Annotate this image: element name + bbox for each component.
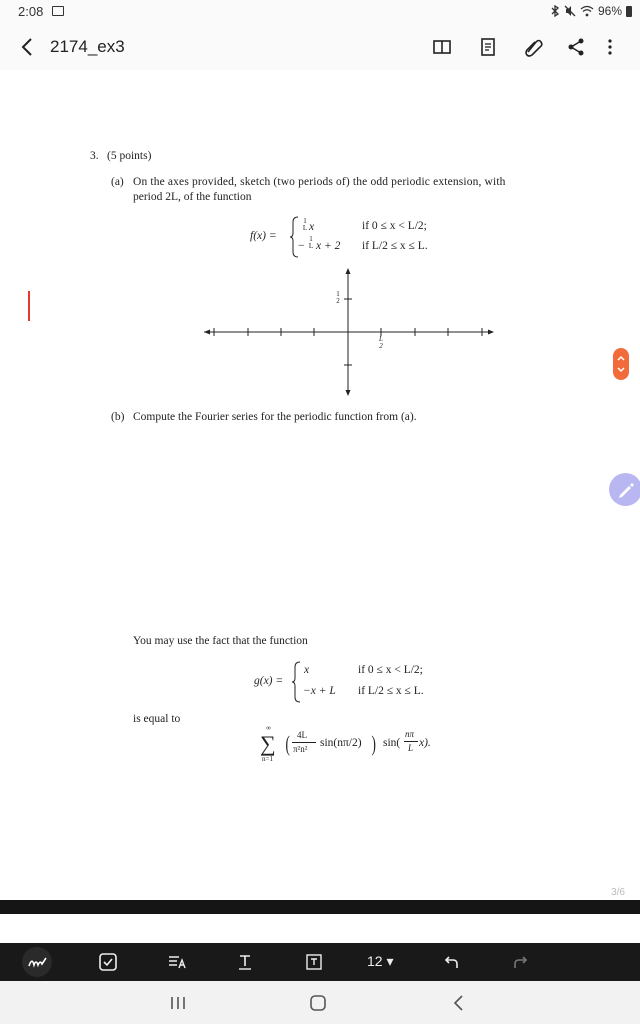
part-a-label: (a) (111, 176, 124, 188)
chevron-left-icon (14, 32, 42, 62)
attach-button[interactable] (521, 36, 545, 58)
recent-apps-button[interactable] (166, 991, 190, 1015)
text-icon (235, 952, 255, 972)
page-layout-button[interactable] (476, 36, 500, 58)
part-b-label: (b) (111, 411, 125, 423)
text-box-tool-button[interactable] (302, 943, 326, 981)
pen-icon (609, 473, 640, 506)
redo-button[interactable] (508, 943, 532, 981)
app-bar (0, 24, 640, 70)
handwriting-icon (20, 945, 54, 979)
more-vertical-icon (600, 36, 624, 58)
share-button[interactable] (564, 36, 588, 58)
undo-icon (442, 952, 462, 972)
arg-fraction-bar (404, 741, 418, 742)
status-time: 2:08 (18, 4, 44, 19)
document-page[interactable] (0, 70, 640, 900)
arg-suffix: x). (419, 737, 431, 749)
g-lhs: g(x) = (254, 675, 284, 687)
home-icon (306, 991, 330, 1015)
text-format-icon (166, 952, 188, 972)
page-separator (0, 900, 640, 914)
part-a-line-1: On the axes provided, sketch (two periods of) the odd periodic extension, with (133, 176, 506, 188)
part-b-text: Compute the Fourier series for the periodic function from (a). (133, 411, 417, 423)
coef-fraction-bar (292, 742, 316, 743)
fact-intro: You may use the fact that the function (133, 635, 308, 647)
sin-term: sin(nπ/2) (320, 737, 362, 749)
back-button[interactable] (14, 32, 42, 62)
checkbox-tool-button[interactable] (96, 943, 120, 981)
f-case1-fraction: 1 L (302, 217, 308, 232)
equal-to-text: is equal to (133, 713, 181, 725)
checkbox-icon (98, 952, 118, 972)
sum-sign: ∑ (260, 731, 276, 756)
edit-fab-button[interactable] (609, 473, 640, 506)
f-case2-cond: if L/2 ≤ x ≤ L. (362, 240, 428, 252)
f-case2-minus: − (298, 240, 305, 252)
back-arrow-icon (447, 991, 471, 1015)
text-format-tool-button[interactable] (165, 943, 189, 981)
status-bar (0, 0, 640, 24)
left-paren: ( (285, 731, 290, 756)
sin-prefix: sin( (383, 737, 401, 749)
scroll-arrows-icon (613, 348, 629, 380)
f-case2-expr: x + 2 (316, 240, 341, 252)
battery-icon (626, 6, 632, 17)
text-box-icon (304, 952, 324, 972)
paperclip-icon (521, 36, 545, 58)
f-lhs: f(x) = (250, 230, 277, 242)
g-brace (292, 661, 302, 703)
problem-points: (5 points) (107, 150, 152, 162)
font-size-dropdown[interactable]: 12 ▾ (367, 953, 394, 969)
g-case2-cond: if L/2 ≤ x ≤ L. (358, 685, 424, 697)
g-case1-cond: if 0 ≤ x < L/2; (358, 664, 423, 676)
sum-lower: n=1 (262, 755, 273, 763)
status-indicators (550, 4, 632, 18)
undo-button[interactable] (440, 943, 464, 981)
right-paren: ) (371, 731, 376, 756)
document-title: 2174_ex3 (50, 37, 125, 56)
coef-denominator: π²n² (293, 744, 308, 754)
f-case2-fraction: 1 L (308, 235, 314, 250)
book-icon (430, 36, 454, 58)
gallery-notification-icon (52, 6, 64, 16)
handwriting-tool-button[interactable] (20, 943, 54, 981)
wifi-icon (580, 5, 594, 17)
text-tool-button[interactable] (233, 943, 257, 981)
scroll-handle[interactable] (613, 348, 629, 380)
document-outline-icon (476, 36, 500, 58)
book-view-button[interactable] (430, 36, 454, 58)
nav-back-button[interactable] (447, 991, 471, 1015)
next-page-top (0, 914, 640, 943)
bluetooth-icon (550, 5, 560, 17)
g-case1-expr: x (304, 664, 310, 676)
share-icon (564, 36, 588, 58)
system-nav-bar (0, 981, 640, 1024)
redo-icon (510, 952, 530, 972)
page-indicator: 3/6 (611, 887, 625, 898)
mute-icon (564, 5, 576, 17)
f-case1-expr: x (309, 221, 315, 233)
annotation-marker (28, 291, 30, 321)
pen-toolbar (0, 943, 640, 981)
graph-y-tick-label: 1 2 (336, 290, 340, 305)
arg-numerator: nπ (405, 729, 415, 739)
home-button[interactable] (306, 991, 330, 1015)
part-a-line-2: period 2L, of the function (133, 191, 252, 203)
axes-graph[interactable] (200, 266, 500, 398)
problem-number: 3. (90, 150, 99, 162)
recent-apps-icon (166, 991, 190, 1015)
sum-upper: ∞ (266, 724, 271, 732)
f-case1-cond: if 0 ≤ x < L/2; (362, 220, 427, 232)
graph-x-tick-label: L 2 (379, 335, 383, 350)
more-options-button[interactable] (600, 36, 624, 58)
g-case2-expr: −x + L (303, 685, 336, 697)
arg-denominator: L (408, 743, 414, 753)
battery-percent: 96% (597, 4, 622, 18)
coef-numerator: 4L (297, 730, 307, 740)
